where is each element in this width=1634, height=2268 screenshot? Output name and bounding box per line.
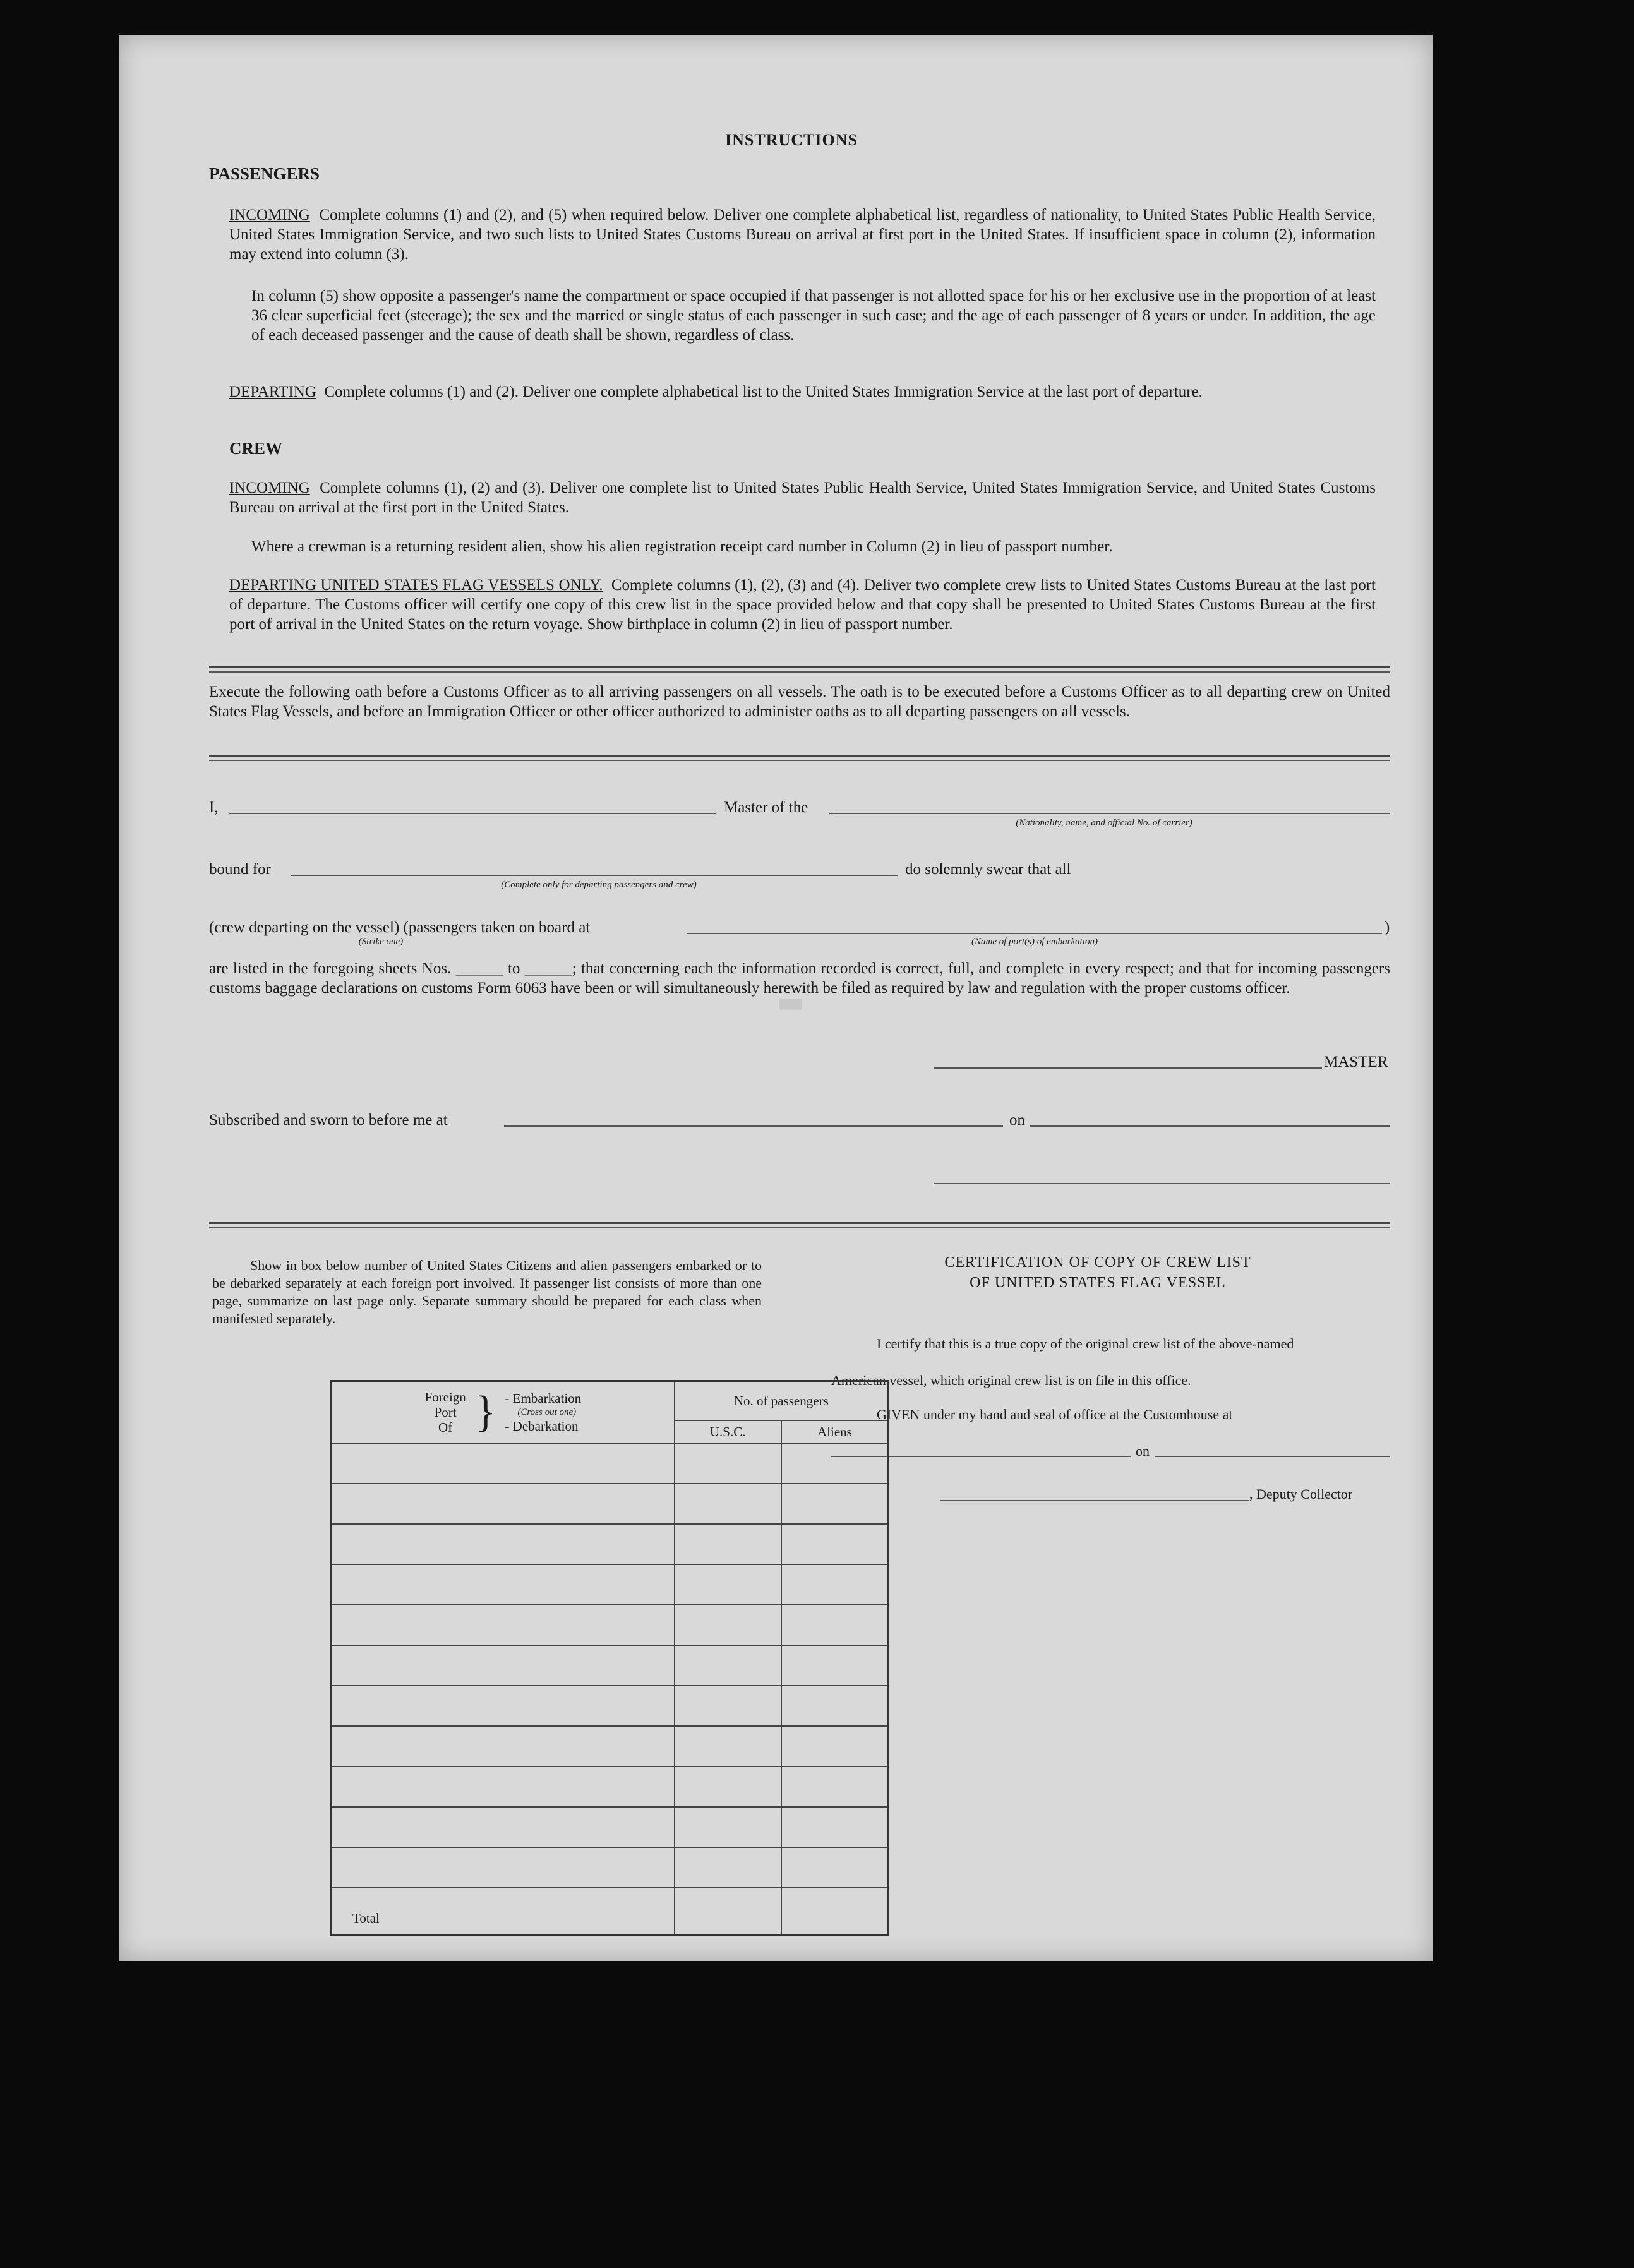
certification-on-label: on bbox=[1136, 1443, 1150, 1459]
table-row bbox=[332, 1726, 889, 1767]
deputy-signature-field[interactable] bbox=[940, 1500, 1249, 1501]
port-cell[interactable] bbox=[332, 1767, 675, 1807]
aliens-cell[interactable] bbox=[781, 1847, 889, 1888]
crew-incoming-label: INCOMING bbox=[229, 479, 310, 496]
port-cell[interactable] bbox=[332, 1726, 675, 1767]
sworn-date-field[interactable] bbox=[1030, 1125, 1390, 1127]
aliens-cell[interactable] bbox=[781, 1443, 889, 1484]
usc-cell[interactable] bbox=[675, 1484, 781, 1524]
bleed-through-mark: ▮ bbox=[771, 992, 816, 1016]
port-cell[interactable] bbox=[332, 1645, 675, 1686]
usc-cell[interactable] bbox=[675, 1524, 781, 1564]
embarkation-label: - Embarkation bbox=[505, 1391, 582, 1406]
brace-icon: } bbox=[474, 1388, 496, 1436]
port-header-foreign: Foreign bbox=[424, 1389, 466, 1405]
cross-out-note: (Cross out one) bbox=[517, 1407, 577, 1417]
table-row bbox=[332, 1807, 889, 1847]
listed-sheets-text: are listed in the foregoing sheets Nos. ______ to ______; that concerning each the information recorded is correct, full, and complete in every respect; and that for incoming passengers customs baggage declarations on customs Form 6063 have been or will simultaneously herewith be filed as required by law and regulation with the proper customs officer. bbox=[209, 960, 1390, 997]
certification-title-line2: OF UNITED STATES FLAG VESSEL bbox=[970, 1275, 1226, 1291]
officer-signature-field[interactable] bbox=[934, 1183, 1390, 1184]
summary-instructions: Show in box below number of United States Citizens and alien passengers embarked or to be debarked separately at each foreign port involved. If passenger list consists of more than one page, summarize on last page only. Separate summary should be prepared for each class when manifested separately. bbox=[212, 1257, 762, 1326]
crew-departing-text: (crew departing on the vessel) (passengers taken on board at bbox=[209, 919, 591, 936]
aliens-cell[interactable] bbox=[781, 1605, 889, 1645]
master-of-the-label: Master of the bbox=[724, 799, 808, 816]
close-paren: ) bbox=[1385, 919, 1390, 936]
table-row bbox=[332, 1524, 889, 1564]
divider bbox=[209, 671, 1390, 673]
certify-text: I certify that this is a true copy of the original crew list of the above-named bbox=[877, 1336, 1294, 1352]
table-header-row bbox=[332, 1381, 889, 1421]
table-row bbox=[332, 1686, 889, 1726]
port-cell[interactable] bbox=[332, 1443, 675, 1484]
total-label: Total bbox=[332, 1888, 675, 1935]
solemnly-swear-text: do solemnly swear that all bbox=[905, 861, 1071, 878]
aliens-total-cell[interactable] bbox=[781, 1888, 889, 1935]
strike-note: (Strike one) bbox=[358, 937, 404, 947]
oath-i-label: I, bbox=[209, 799, 219, 816]
usc-cell[interactable] bbox=[675, 1605, 781, 1645]
port-cell[interactable] bbox=[332, 1484, 675, 1524]
passengers-departing-label: DEPARTING bbox=[229, 383, 316, 400]
usc-cell[interactable] bbox=[675, 1807, 781, 1847]
aliens-cell[interactable] bbox=[781, 1807, 889, 1847]
american-vessel-text: American vessel, which original crew list is on file in this office. bbox=[831, 1372, 1191, 1388]
table-row bbox=[332, 1645, 889, 1686]
page-title: INSTRUCTIONS bbox=[725, 131, 858, 149]
passengers-incoming-paragraph bbox=[229, 205, 1376, 264]
certification-date-field[interactable] bbox=[1155, 1456, 1390, 1457]
divider bbox=[209, 755, 1390, 757]
crew-heading: CREW bbox=[229, 439, 283, 458]
usc-header: U.S.C. bbox=[675, 1420, 781, 1443]
divider bbox=[209, 1222, 1390, 1224]
usc-cell[interactable] bbox=[675, 1726, 781, 1767]
aliens-cell[interactable] bbox=[781, 1484, 889, 1524]
passengers-departing-text: Complete columns (1) and (2). Deliver one complete alphabetical list to the United States Immigration Service at the last port of departure. bbox=[324, 383, 1203, 400]
bound-for-label: bound for bbox=[209, 861, 271, 878]
port-cell[interactable] bbox=[332, 1686, 675, 1726]
debarkation-label: - Debarkation bbox=[505, 1419, 579, 1434]
bound-for-note: (Complete only for departing passengers and crew) bbox=[501, 880, 697, 890]
aliens-cell[interactable] bbox=[781, 1726, 889, 1767]
crew-departing-paragraph bbox=[229, 575, 1376, 634]
no-of-passengers-header: No. of passengers bbox=[675, 1381, 889, 1421]
table-row bbox=[332, 1443, 889, 1484]
usc-cell[interactable] bbox=[675, 1645, 781, 1686]
master-signature-field[interactable] bbox=[934, 1067, 1322, 1069]
sworn-place-field[interactable] bbox=[504, 1125, 1003, 1127]
port-cell[interactable] bbox=[332, 1524, 675, 1564]
usc-cell[interactable] bbox=[675, 1847, 781, 1888]
passenger-summary-table bbox=[330, 1380, 889, 1936]
crew-incoming-text: Complete columns (1), (2) and (3). Deliver one complete list to United States Public Health Service, United States Immigration Service, and United States Customs Bureau on arrival at the first port in the United States. bbox=[229, 479, 1376, 516]
port-cell[interactable] bbox=[332, 1564, 675, 1605]
aliens-cell[interactable] bbox=[781, 1767, 889, 1807]
passengers-column5-paragraph bbox=[251, 286, 1376, 345]
divider bbox=[209, 1227, 1390, 1228]
master-name-field[interactable] bbox=[229, 813, 716, 814]
document-page bbox=[119, 35, 1433, 1961]
passengers-incoming-text: Complete columns (1) and (2), and (5) when required below. Deliver one complete alphabetical list, regardless of nationality, to United States Public Health Service, United States Immigration Service, and two such lists to United States Customs Bureau on arrival at first port in the United States. If insufficient space in column (2), information may extend into column (3). bbox=[229, 207, 1376, 263]
subscribed-label: Subscribed and sworn to before me at bbox=[209, 1112, 448, 1129]
aliens-header: Aliens bbox=[781, 1420, 889, 1443]
table-row bbox=[332, 1767, 889, 1807]
table-row bbox=[332, 1564, 889, 1605]
deputy-collector-label: , Deputy Collector bbox=[1249, 1486, 1353, 1502]
crew-resident-paragraph bbox=[251, 537, 1376, 556]
sworn-on-label: on bbox=[1009, 1112, 1025, 1129]
carrier-note: (Nationality, name, and official No. of carrier) bbox=[1016, 818, 1192, 828]
table-row bbox=[332, 1605, 889, 1645]
bound-for-field[interactable] bbox=[291, 875, 898, 876]
aliens-cell[interactable] bbox=[781, 1645, 889, 1686]
given-text: GIVEN under my hand and seal of office at the Customhouse at bbox=[877, 1407, 1233, 1422]
port-cell[interactable] bbox=[332, 1807, 675, 1847]
port-cell[interactable] bbox=[332, 1605, 675, 1645]
embarkation-port-field[interactable] bbox=[687, 933, 1382, 934]
usc-cell[interactable] bbox=[675, 1686, 781, 1726]
usc-cell[interactable] bbox=[675, 1443, 781, 1484]
divider bbox=[209, 760, 1390, 761]
certification-title-line1: CERTIFICATION OF COPY OF CREW LIST bbox=[944, 1254, 1251, 1271]
table-row bbox=[332, 1484, 889, 1524]
total-row bbox=[332, 1888, 889, 1935]
port-header bbox=[332, 1381, 675, 1444]
crew-departing-label: DEPARTING UNITED STATES FLAG VESSELS ONLY. bbox=[229, 577, 603, 594]
master-label: MASTER bbox=[1324, 1053, 1388, 1071]
passengers-column5-text: In column (5) show opposite a passenger's name the compartment or space occupied if that passenger is not allotted space for his or her exclusive use in the proportion of at least 36 clear superficial feet (steerage); the sex and the married or single status of each passenger in such case; and the age of each passenger of 8 years or under. In addition, the age of each deceased passenger and the cause of death shall be shown, regardless of class. bbox=[251, 287, 1376, 344]
usc-cell[interactable] bbox=[675, 1767, 781, 1807]
aliens-cell[interactable] bbox=[781, 1524, 889, 1564]
crew-departing-text: Complete columns (1), (2), (3) and (4). Deliver two complete crew lists to United States Customs Bureau at the last port of departure. The Customs officer will certify one copy of this crew list in the space provided below and that copy shall be presented to United States Customs Bureau at the first port of arrival in the United States on the return voyage. Show birthplace in column (2) in lieu of passport number. bbox=[229, 577, 1376, 633]
port-header-of: Of bbox=[438, 1420, 453, 1435]
crew-incoming-paragraph bbox=[229, 478, 1376, 517]
passengers-incoming-label: INCOMING bbox=[229, 207, 310, 224]
aliens-cell[interactable] bbox=[781, 1564, 889, 1605]
oath-instructions: Execute the following oath before a Customs Officer as to all arriving passengers on all vessels. The oath is to be executed before a Customs Officer as to all departing crew on United States Flag Vessels, and before an Immigration Officer or other officer authorized to administer oaths as to all departing passengers on all vessels. bbox=[209, 683, 1390, 720]
aliens-cell[interactable] bbox=[781, 1686, 889, 1726]
port-cell[interactable] bbox=[332, 1847, 675, 1888]
usc-total-cell[interactable] bbox=[675, 1888, 781, 1935]
usc-cell[interactable] bbox=[675, 1564, 781, 1605]
embarkation-note: (Name of port(s) of embarkation) bbox=[971, 937, 1098, 947]
passengers-heading: PASSENGERS bbox=[209, 164, 320, 183]
carrier-field[interactable] bbox=[829, 813, 1390, 814]
passengers-departing-paragraph bbox=[229, 382, 1376, 402]
crew-resident-text: Where a crewman is a returning resident alien, show his alien registration receipt card number in Column (2) in lieu of passport number. bbox=[251, 538, 1113, 555]
certification-title bbox=[915, 1252, 1281, 1293]
port-header-port: Port bbox=[434, 1405, 457, 1420]
table-row bbox=[332, 1847, 889, 1888]
divider bbox=[209, 666, 1390, 668]
